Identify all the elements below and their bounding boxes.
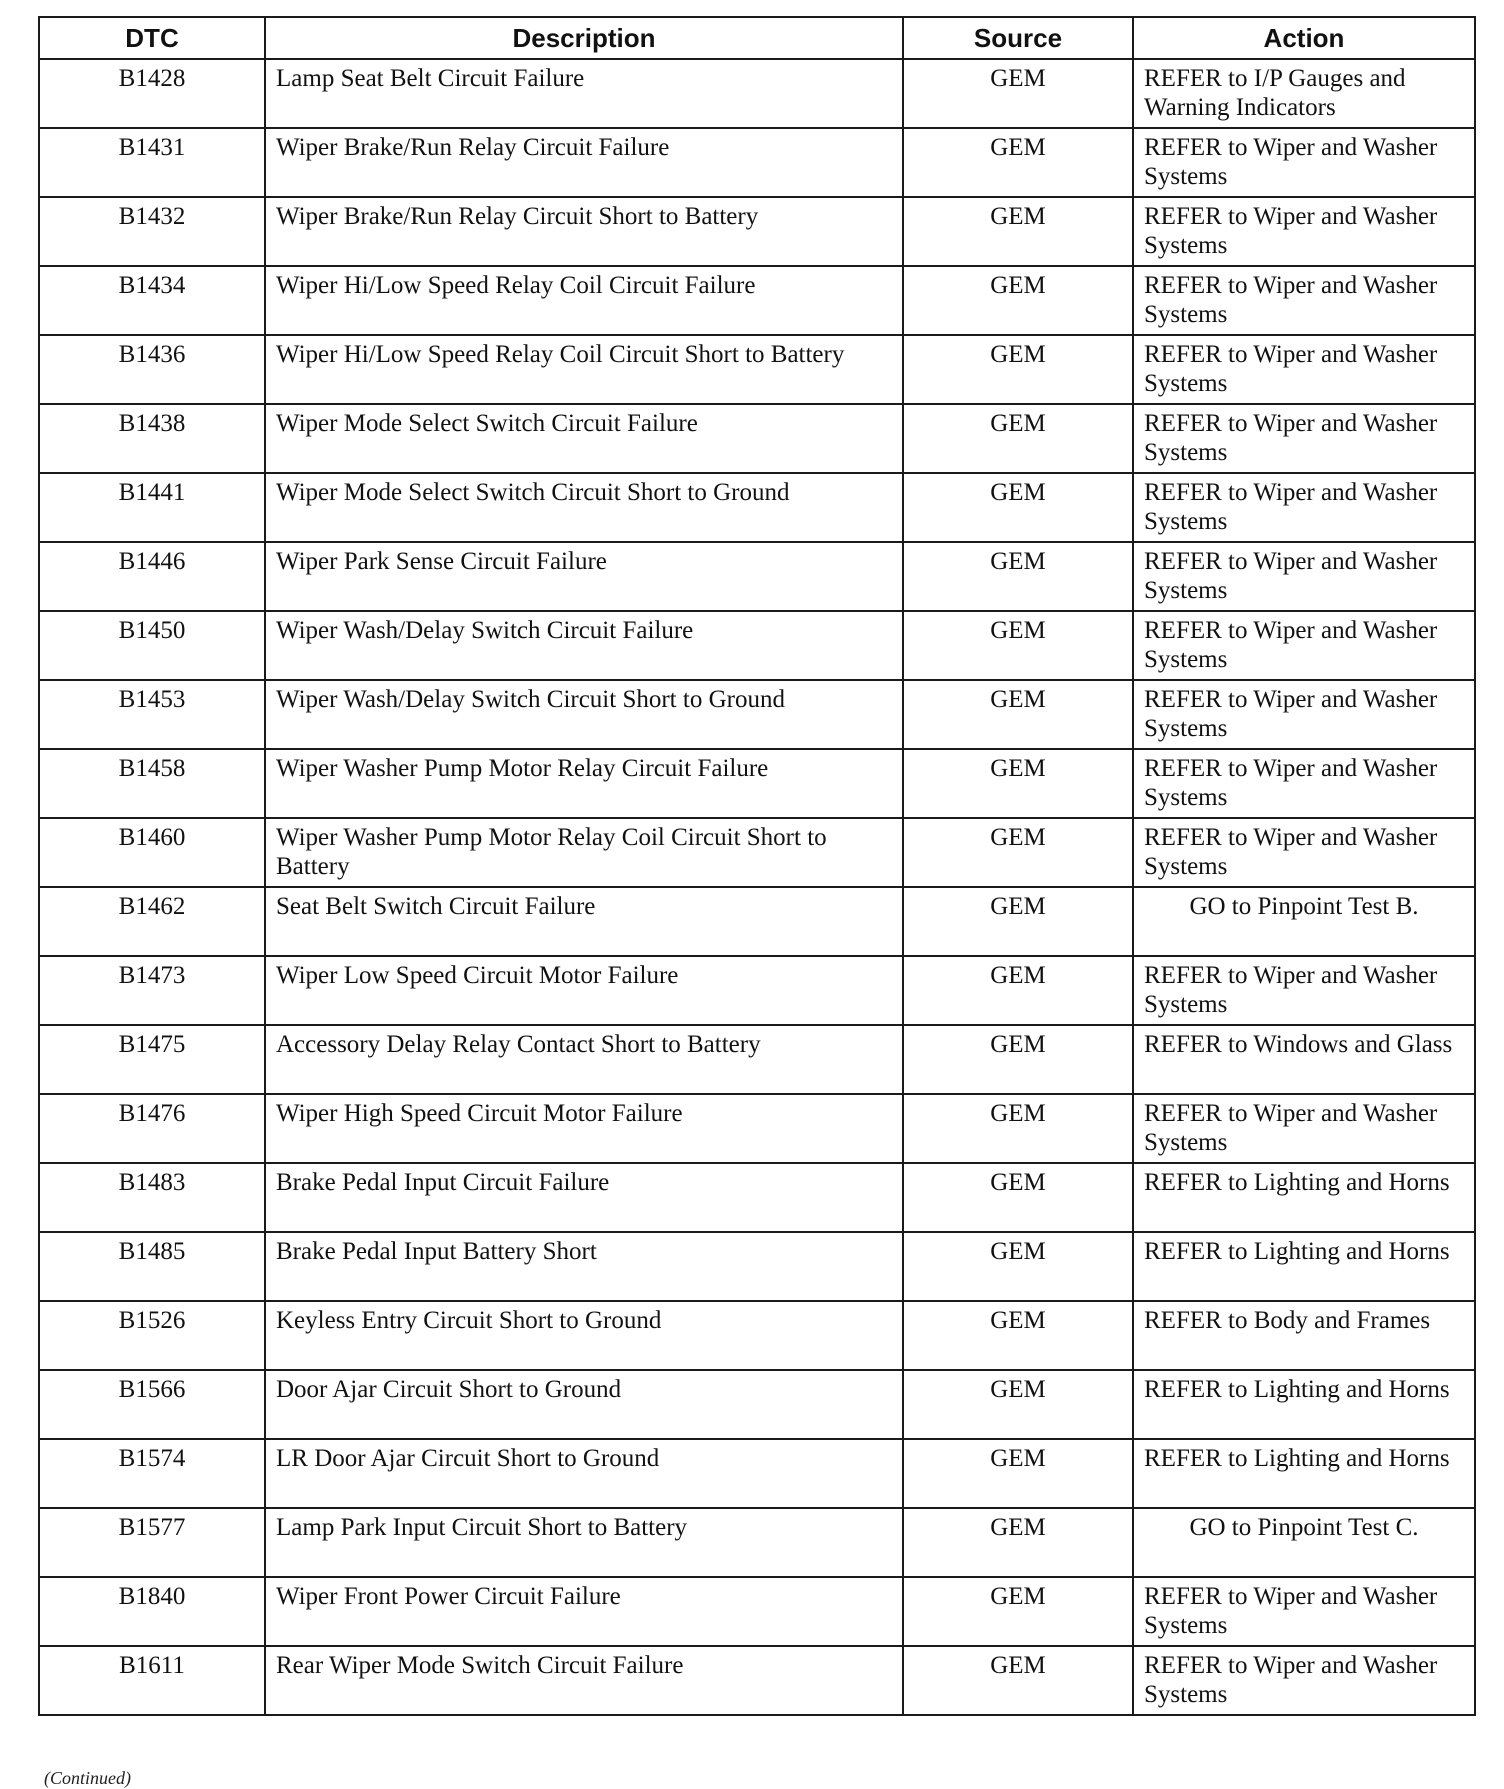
dtc-cell: B1450: [39, 611, 265, 680]
description-cell: Wiper Low Speed Circuit Motor Failure: [265, 956, 903, 1025]
action-cell: REFER to Wiper and Washer Systems: [1133, 1577, 1475, 1646]
description-cell: Lamp Park Input Circuit Short to Battery: [265, 1508, 903, 1577]
source-cell: GEM: [903, 59, 1133, 128]
source-cell: GEM: [903, 680, 1133, 749]
description-cell: Wiper Mode Select Switch Circuit Failure: [265, 404, 903, 473]
description-cell: Wiper Mode Select Switch Circuit Short to Ground: [265, 473, 903, 542]
dtc-cell: B1566: [39, 1370, 265, 1439]
table-header-row: [39, 17, 1475, 59]
source-cell: GEM: [903, 1025, 1133, 1094]
action-cell: REFER to Wiper and Washer Systems: [1133, 404, 1475, 473]
table-row: [39, 404, 1475, 473]
dtc-cell: B1441: [39, 473, 265, 542]
source-cell: GEM: [903, 1508, 1133, 1577]
dtc-cell: B1462: [39, 887, 265, 956]
action-cell: REFER to Lighting and Horns: [1133, 1439, 1475, 1508]
dtc-cell: B1460: [39, 818, 265, 887]
dtc-cell: B1577: [39, 1508, 265, 1577]
header-description: Description: [265, 17, 903, 59]
table-row: [39, 128, 1475, 197]
action-cell: REFER to Wiper and Washer Systems: [1133, 1094, 1475, 1163]
dtc-cell: B1574: [39, 1439, 265, 1508]
dtc-cell: B1438: [39, 404, 265, 473]
description-cell: Accessory Delay Relay Contact Short to Battery: [265, 1025, 903, 1094]
description-cell: Wiper Hi/Low Speed Relay Coil Circuit Short to Battery: [265, 335, 903, 404]
action-cell: REFER to Wiper and Washer Systems: [1133, 473, 1475, 542]
description-cell: Wiper Washer Pump Motor Relay Circuit Failure: [265, 749, 903, 818]
source-cell: GEM: [903, 473, 1133, 542]
description-cell: Brake Pedal Input Circuit Failure: [265, 1163, 903, 1232]
table-row: [39, 473, 1475, 542]
dtc-cell: B1428: [39, 59, 265, 128]
dtc-cell: B1453: [39, 680, 265, 749]
action-cell: REFER to Wiper and Washer Systems: [1133, 335, 1475, 404]
header-dtc: DTC: [39, 17, 265, 59]
table-row: [39, 1163, 1475, 1232]
source-cell: GEM: [903, 887, 1133, 956]
document-page: [38, 16, 1474, 1716]
source-cell: GEM: [903, 542, 1133, 611]
dtc-table: [38, 16, 1476, 1716]
description-cell: Lamp Seat Belt Circuit Failure: [265, 59, 903, 128]
description-cell: Wiper Wash/Delay Switch Circuit Short to Ground: [265, 680, 903, 749]
dtc-cell: B1436: [39, 335, 265, 404]
action-cell: GO to Pinpoint Test C.: [1133, 1508, 1475, 1577]
dtc-cell: B1840: [39, 1577, 265, 1646]
description-cell: Wiper Washer Pump Motor Relay Coil Circuit Short to Battery: [265, 818, 903, 887]
source-cell: GEM: [903, 1577, 1133, 1646]
action-cell: REFER to Wiper and Washer Systems: [1133, 542, 1475, 611]
dtc-cell: B1526: [39, 1301, 265, 1370]
action-cell: REFER to Wiper and Washer Systems: [1133, 680, 1475, 749]
table-row: [39, 1577, 1475, 1646]
action-cell: REFER to Wiper and Washer Systems: [1133, 128, 1475, 197]
description-cell: Wiper Brake/Run Relay Circuit Failure: [265, 128, 903, 197]
action-cell: REFER to Lighting and Horns: [1133, 1232, 1475, 1301]
action-cell: REFER to Windows and Glass: [1133, 1025, 1475, 1094]
source-cell: GEM: [903, 749, 1133, 818]
dtc-cell: B1458: [39, 749, 265, 818]
dtc-cell: B1446: [39, 542, 265, 611]
description-cell: Door Ajar Circuit Short to Ground: [265, 1370, 903, 1439]
table-row: [39, 818, 1475, 887]
continued-note: (Continued): [44, 1768, 131, 1788]
action-cell: REFER to Wiper and Washer Systems: [1133, 1646, 1475, 1715]
source-cell: GEM: [903, 1163, 1133, 1232]
source-cell: GEM: [903, 1370, 1133, 1439]
table-row: [39, 1094, 1475, 1163]
dtc-cell: B1431: [39, 128, 265, 197]
action-cell: REFER to Lighting and Horns: [1133, 1163, 1475, 1232]
source-cell: GEM: [903, 266, 1133, 335]
table-row: [39, 197, 1475, 266]
source-cell: GEM: [903, 197, 1133, 266]
table-row: [39, 1370, 1475, 1439]
description-cell: Rear Wiper Mode Switch Circuit Failure: [265, 1646, 903, 1715]
source-cell: GEM: [903, 404, 1133, 473]
description-cell: Wiper Front Power Circuit Failure: [265, 1577, 903, 1646]
table-body: [39, 59, 1475, 1715]
action-cell: GO to Pinpoint Test B.: [1133, 887, 1475, 956]
table-row: [39, 956, 1475, 1025]
action-cell: REFER to Wiper and Washer Systems: [1133, 266, 1475, 335]
source-cell: GEM: [903, 335, 1133, 404]
description-cell: Wiper Brake/Run Relay Circuit Short to Battery: [265, 197, 903, 266]
dtc-cell: B1485: [39, 1232, 265, 1301]
table-row: [39, 1232, 1475, 1301]
table-row: [39, 1646, 1475, 1715]
table-row: [39, 749, 1475, 818]
dtc-cell: B1434: [39, 266, 265, 335]
table-row: [39, 335, 1475, 404]
description-cell: Wiper High Speed Circuit Motor Failure: [265, 1094, 903, 1163]
table-row: [39, 680, 1475, 749]
table-row: [39, 266, 1475, 335]
dtc-cell: B1483: [39, 1163, 265, 1232]
table-row: [39, 1301, 1475, 1370]
description-cell: Wiper Hi/Low Speed Relay Coil Circuit Failure: [265, 266, 903, 335]
action-cell: REFER to I/P Gauges and Warning Indicators: [1133, 59, 1475, 128]
description-cell: Seat Belt Switch Circuit Failure: [265, 887, 903, 956]
action-cell: REFER to Wiper and Washer Systems: [1133, 956, 1475, 1025]
table-row: [39, 1508, 1475, 1577]
source-cell: GEM: [903, 611, 1133, 680]
table-row: [39, 59, 1475, 128]
header-action: Action: [1133, 17, 1475, 59]
table-row: [39, 542, 1475, 611]
source-cell: GEM: [903, 1646, 1133, 1715]
dtc-cell: B1432: [39, 197, 265, 266]
table-row: [39, 1025, 1475, 1094]
dtc-cell: B1611: [39, 1646, 265, 1715]
source-cell: GEM: [903, 1301, 1133, 1370]
table-row: [39, 1439, 1475, 1508]
description-cell: Wiper Wash/Delay Switch Circuit Failure: [265, 611, 903, 680]
description-cell: Brake Pedal Input Battery Short: [265, 1232, 903, 1301]
source-cell: GEM: [903, 818, 1133, 887]
source-cell: GEM: [903, 1094, 1133, 1163]
action-cell: REFER to Lighting and Horns: [1133, 1370, 1475, 1439]
table-row: [39, 611, 1475, 680]
dtc-cell: B1473: [39, 956, 265, 1025]
header-source: Source: [903, 17, 1133, 59]
dtc-cell: B1475: [39, 1025, 265, 1094]
dtc-cell: B1476: [39, 1094, 265, 1163]
source-cell: GEM: [903, 956, 1133, 1025]
action-cell: REFER to Body and Frames: [1133, 1301, 1475, 1370]
source-cell: GEM: [903, 128, 1133, 197]
table-row: [39, 887, 1475, 956]
description-cell: Keyless Entry Circuit Short to Ground: [265, 1301, 903, 1370]
source-cell: GEM: [903, 1439, 1133, 1508]
action-cell: REFER to Wiper and Washer Systems: [1133, 749, 1475, 818]
source-cell: GEM: [903, 1232, 1133, 1301]
action-cell: REFER to Wiper and Washer Systems: [1133, 611, 1475, 680]
description-cell: LR Door Ajar Circuit Short to Ground: [265, 1439, 903, 1508]
description-cell: Wiper Park Sense Circuit Failure: [265, 542, 903, 611]
action-cell: REFER to Wiper and Washer Systems: [1133, 818, 1475, 887]
action-cell: REFER to Wiper and Washer Systems: [1133, 197, 1475, 266]
